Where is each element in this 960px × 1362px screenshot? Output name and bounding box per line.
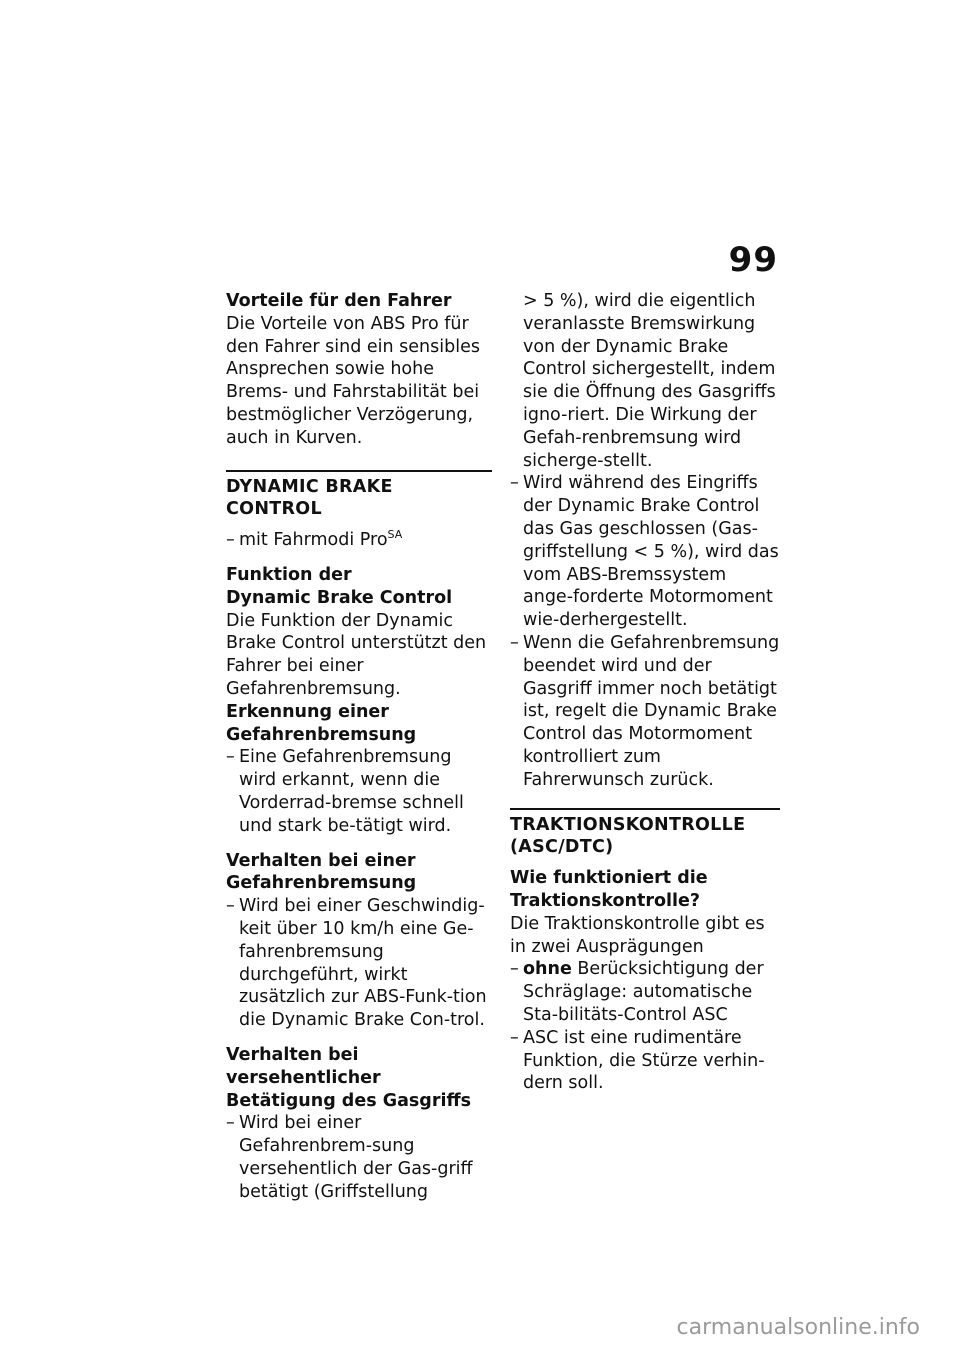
list-item-verhalten: [226, 895, 492, 1032]
fahrmodi-text: mit Fahrmodi Pro: [239, 530, 388, 551]
ohne-bold: ohne: [523, 959, 572, 980]
heading-versehentlich-line1: Verhalten bei versehentlicher: [226, 1044, 381, 1088]
dash-marker: –: [510, 959, 519, 980]
paragraph-traktion: Die Traktionskontrolle gibt es in zwei Ausprägungen: [510, 913, 765, 957]
dash-marker: –: [226, 896, 235, 917]
dash-marker: –: [510, 473, 519, 494]
right-column: [510, 290, 780, 1095]
heading-wie-line2: Traktionskontrolle?: [510, 890, 701, 911]
list-item-fahrmodi: [226, 529, 492, 552]
page-number: 99: [728, 240, 778, 280]
heading-vorteile: Vorteile für den Fahrer: [226, 291, 452, 311]
list-item-erkennung: [226, 746, 492, 837]
watermark: carmanualsonline.info: [676, 1315, 920, 1340]
paragraph-vorteile: Die Vorteile von ABS Pro für den Fahrer sind ein sensibles Ansprechen sowie hohe Brems- und Fahrstabilität bei bestmöglicher Verzögerung, auch in Kurven.: [226, 313, 480, 448]
heading-verhalten-line2: Gefahrenbremsung: [226, 873, 417, 894]
section-heading-traktion: TRAKTIONSKONTROLLE (ASC/DTC): [510, 808, 780, 860]
heading-funktion-line1: Funktion der: [226, 564, 352, 585]
dash-marker: –: [510, 632, 519, 653]
heading-erkennung-line2: Gefahrenbremsung: [226, 724, 417, 745]
paragraph-funktion: Die Funktion der Dynamic Brake Control unterstützt den Fahrer bei einer Gefahrenbremsung.: [226, 610, 487, 699]
heading-verhalten-line1: Verhalten bei einer: [226, 850, 416, 871]
list-item-asc: [510, 1027, 780, 1095]
list-item-ohne: [510, 958, 780, 1026]
heading-wie-line1: Wie funktioniert die: [510, 868, 708, 889]
dash-marker: –: [226, 1113, 235, 1134]
dash-marker: –: [510, 1027, 519, 1048]
sa-superscript: SA: [387, 528, 403, 542]
erkennung-text: Eine Gefahrenbremsung wird erkannt, wenn die Vorderrad-bremse schnell und stark be-tätigt wird.: [239, 747, 464, 836]
list-item-eingriff: [510, 472, 780, 632]
heading-erkennung-line1: Erkennung einer: [226, 701, 389, 722]
heading-versehentlich-line2: Betätigung des Gasgriffs: [226, 1090, 472, 1111]
verhalten-text: Wird bei einer Geschwindig-keit über 10 km/h eine Ge-fahrenbremsung durchgeführt, wirkt zusätzlich zur ABS-Funk-tion die Dynamic Brake Con-trol.: [239, 896, 487, 1031]
versehentlich-text: Wird bei einer Gefahrenbrem-sung versehentlich der Gas-griff betätigt (Griffstellung: [239, 1113, 473, 1202]
section-heading-dbc: DYNAMIC BRAKE CONTROL: [226, 470, 492, 522]
dash-marker: –: [226, 747, 235, 768]
list-item-beendet: [510, 632, 780, 792]
dash-marker: –: [226, 530, 235, 551]
heading-funktion-line2: Dynamic Brake Control: [226, 587, 453, 608]
eingriff-text: Wird während des Eingriffs der Dynamic Brake Control das Gas geschlossen (Gas-griffstellung < 5 %), wird das vom ABS-Bremssystem ange-forderte Motormoment wie-derhergestellt.: [523, 473, 779, 631]
ohne-text: Berücksichtigung der Schräglage: automatische Sta-bilitäts-Control ASC: [523, 959, 764, 1025]
asc-text: ASC ist eine rudimentäre Funktion, die Stürze verhin-dern soll.: [523, 1027, 765, 1094]
beendet-text: Wenn die Gefahrenbremsung beendet wird und der Gasgriff immer noch betätigt ist, regelt die Dynamic Brake Control das Motormoment kontrolliert zum Fahrerwunsch zurück.: [523, 632, 780, 790]
left-column: [226, 290, 492, 1203]
list-item-continuation: > 5 %), wird die eigentlich veranlasste Bremswirkung von der Dynamic Brake Control sichergestellt, indem sie die Öffnung des Gasgriffs igno-riert. Die Wirkung der Gefah-renbremsung wird sicherge-stellt.: [523, 291, 776, 471]
list-item-versehentlich: [226, 1112, 492, 1203]
